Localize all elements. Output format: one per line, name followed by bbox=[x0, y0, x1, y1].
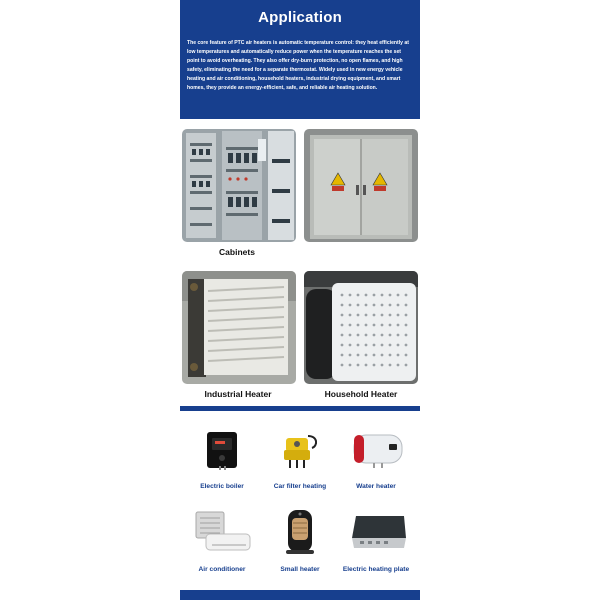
application-column bbox=[180, 0, 420, 600]
air-conditioner-icon bbox=[184, 508, 260, 572]
small-heater-label: Small heater bbox=[280, 566, 320, 573]
cabinet-photo-open bbox=[182, 129, 296, 242]
small-heater-icon bbox=[262, 508, 338, 572]
car-filter-heating-label: Car filter heating bbox=[273, 483, 327, 490]
application-banner bbox=[180, 0, 420, 119]
electric-heating-plate-icon bbox=[340, 508, 416, 572]
section-divider bbox=[180, 406, 420, 411]
household-heater-photo bbox=[304, 271, 418, 384]
cabinet-photo-closed bbox=[304, 129, 418, 242]
electric-heating-plate-label: Electric heating plate bbox=[342, 566, 410, 573]
industrial-heater-label: Industrial Heater bbox=[204, 389, 272, 399]
water-heater-label: Water heater bbox=[356, 483, 396, 490]
cabinets-label: Cabinets bbox=[219, 247, 255, 257]
household-heater-label: Household Heater bbox=[324, 389, 398, 399]
application-description: The core feature of PTC air heaters is automatic temperature control: they heat efficiently at low temperatures and automatically reduce power when the temperature reaches the set point to avoid overheating. They also offer dry-burn protection, no open flames, and high safety, eliminating the need for a separate thermostat. Widely used in new energy vehicle heating and air conditioning, household heaters, industrial drying equipment, and smart homes, they provide an energy-efficient, safe, and reliable air heating solution. bbox=[187, 40, 409, 91]
footer-bar bbox=[180, 590, 420, 600]
air-conditioner-label: Air conditioner bbox=[198, 566, 246, 573]
application-title: Application bbox=[258, 9, 342, 26]
electric-boiler-label: Electric boiler bbox=[200, 483, 244, 490]
industrial-heater-photo bbox=[182, 271, 296, 384]
